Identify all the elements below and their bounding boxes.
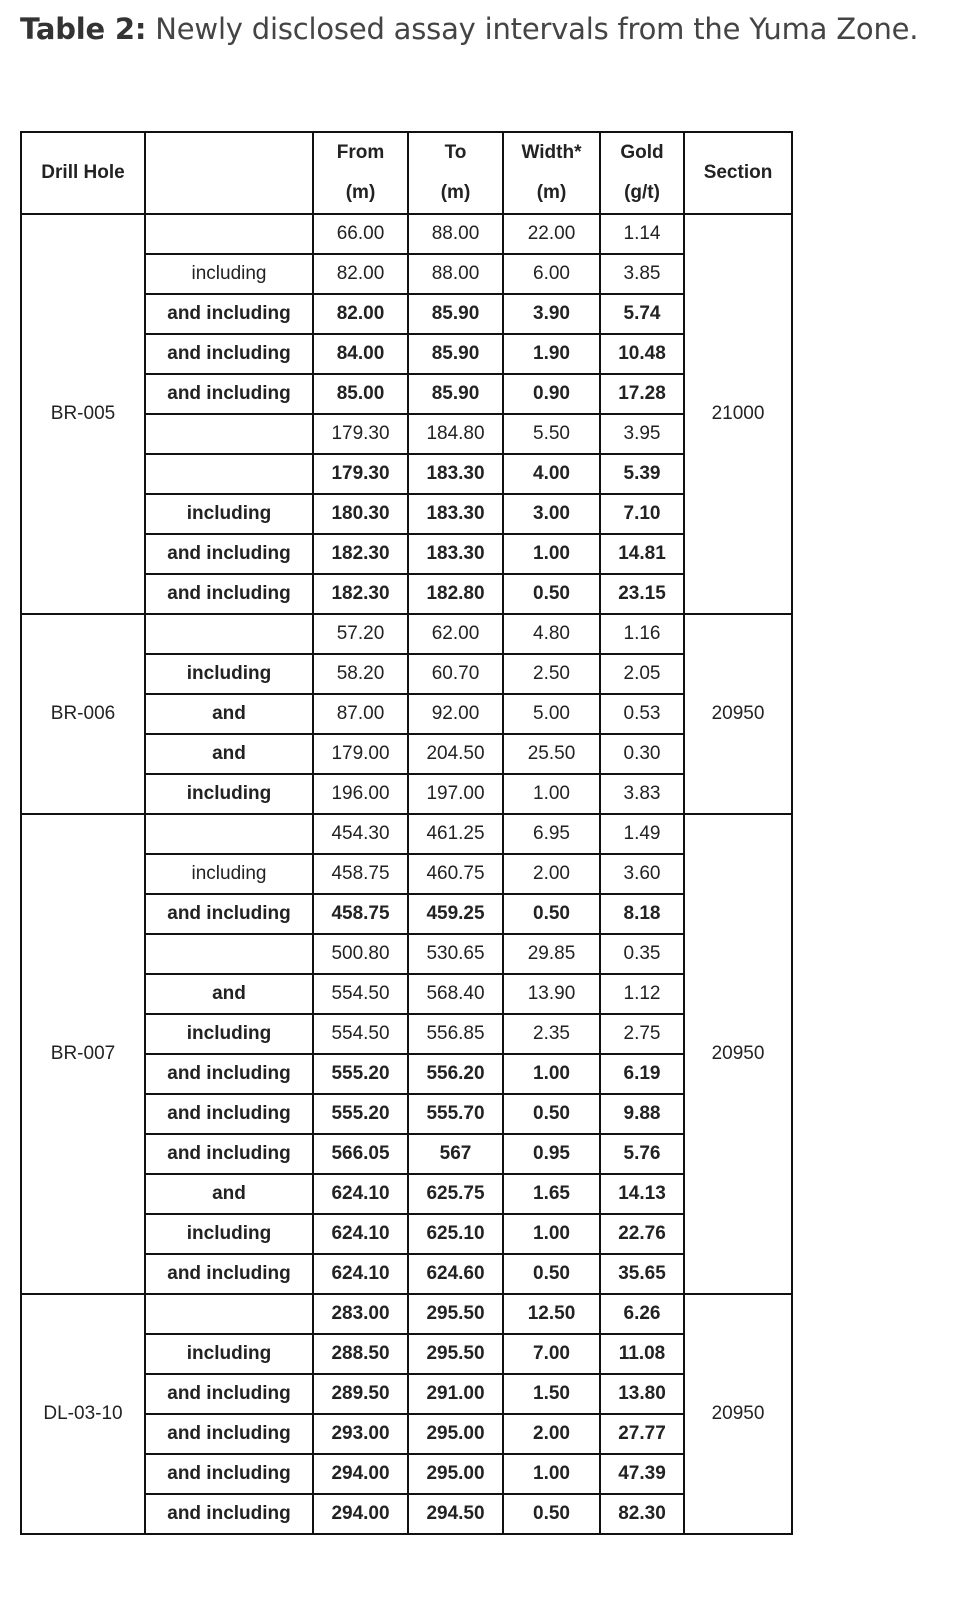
qualifier-cell: and including — [145, 574, 313, 614]
width-cell: 0.90 — [503, 374, 600, 414]
to-cell: 459.25 — [408, 894, 503, 934]
from-cell: 624.10 — [313, 1254, 408, 1294]
width-cell: 1.00 — [503, 534, 600, 574]
width-cell: 0.50 — [503, 1494, 600, 1534]
qualifier-cell: including — [145, 1214, 313, 1254]
from-cell: 554.50 — [313, 1014, 408, 1054]
from-cell: 58.20 — [313, 654, 408, 694]
qualifier-cell: and including — [145, 1374, 313, 1414]
to-cell: 183.30 — [408, 534, 503, 574]
to-cell: 85.90 — [408, 374, 503, 414]
width-cell: 1.00 — [503, 774, 600, 814]
gold-cell: 5.74 — [600, 294, 684, 334]
to-cell: 556.20 — [408, 1054, 503, 1094]
width-cell: 5.00 — [503, 694, 600, 734]
from-cell: 182.30 — [313, 574, 408, 614]
header-gold-unit: (g/t) — [624, 182, 660, 203]
from-cell: 624.10 — [313, 1174, 408, 1214]
width-cell: 3.90 — [503, 294, 600, 334]
table-row — [21, 214, 792, 254]
gold-cell: 23.15 — [600, 574, 684, 614]
width-cell: 13.90 — [503, 974, 600, 1014]
header-width — [503, 132, 600, 214]
to-cell: 530.65 — [408, 934, 503, 974]
gold-cell: 1.14 — [600, 214, 684, 254]
width-cell: 29.85 — [503, 934, 600, 974]
header-width-unit: (m) — [536, 182, 567, 203]
header-to-label: To — [444, 142, 467, 163]
section-cell: 21000 — [684, 214, 792, 614]
gold-cell: 2.05 — [600, 654, 684, 694]
gold-cell: 14.81 — [600, 534, 684, 574]
header-to — [408, 132, 503, 214]
from-cell: 85.00 — [313, 374, 408, 414]
gold-cell: 1.16 — [600, 614, 684, 654]
drill-hole-cell: BR-006 — [21, 614, 145, 814]
width-cell: 6.95 — [503, 814, 600, 854]
gold-cell: 14.13 — [600, 1174, 684, 1214]
to-cell: 460.75 — [408, 854, 503, 894]
to-cell: 88.00 — [408, 214, 503, 254]
width-cell: 1.00 — [503, 1214, 600, 1254]
from-cell: 82.00 — [313, 294, 408, 334]
gold-cell: 0.35 — [600, 934, 684, 974]
to-cell: 567 — [408, 1134, 503, 1174]
header-from — [313, 132, 408, 214]
gold-cell: 0.30 — [600, 734, 684, 774]
section-cell: 20950 — [684, 814, 792, 1294]
qualifier-cell: including — [145, 854, 313, 894]
from-cell: 458.75 — [313, 854, 408, 894]
qualifier-cell: and including — [145, 1454, 313, 1494]
gold-cell: 13.80 — [600, 1374, 684, 1414]
from-cell: 182.30 — [313, 534, 408, 574]
width-cell: 0.50 — [503, 1094, 600, 1134]
width-cell: 0.95 — [503, 1134, 600, 1174]
qualifier-cell: including — [145, 494, 313, 534]
width-cell: 25.50 — [503, 734, 600, 774]
header-gold — [600, 132, 684, 214]
qualifier-cell: and including — [145, 294, 313, 334]
gold-cell: 2.75 — [600, 1014, 684, 1054]
width-cell: 2.35 — [503, 1014, 600, 1054]
to-cell: 184.80 — [408, 414, 503, 454]
gold-cell: 9.88 — [600, 1094, 684, 1134]
section-cell: 20950 — [684, 614, 792, 814]
section-cell: 20950 — [684, 1294, 792, 1534]
gold-cell: 6.19 — [600, 1054, 684, 1094]
qualifier-cell: and including — [145, 374, 313, 414]
qualifier-cell — [145, 614, 313, 654]
qualifier-cell — [145, 454, 313, 494]
width-cell: 1.50 — [503, 1374, 600, 1414]
assay-table — [20, 131, 793, 1535]
width-cell: 5.50 — [503, 414, 600, 454]
from-cell: 288.50 — [313, 1334, 408, 1374]
table-row — [21, 614, 792, 654]
qualifier-cell: including — [145, 774, 313, 814]
width-cell: 12.50 — [503, 1294, 600, 1334]
gold-cell: 35.65 — [600, 1254, 684, 1294]
qualifier-cell: including — [145, 654, 313, 694]
width-cell: 6.00 — [503, 254, 600, 294]
gold-cell: 1.49 — [600, 814, 684, 854]
gold-cell: 5.39 — [600, 454, 684, 494]
to-cell: 85.90 — [408, 294, 503, 334]
to-cell: 295.00 — [408, 1414, 503, 1454]
from-cell: 196.00 — [313, 774, 408, 814]
header-row — [21, 132, 792, 214]
header-width-label: Width* — [521, 142, 582, 163]
qualifier-cell — [145, 414, 313, 454]
qualifier-cell: and including — [145, 334, 313, 374]
width-cell: 1.00 — [503, 1054, 600, 1094]
from-cell: 179.00 — [313, 734, 408, 774]
from-cell: 293.00 — [313, 1414, 408, 1454]
to-cell: 556.85 — [408, 1014, 503, 1054]
gold-cell: 10.48 — [600, 334, 684, 374]
to-cell: 625.75 — [408, 1174, 503, 1214]
gold-cell: 3.85 — [600, 254, 684, 294]
to-cell: 183.30 — [408, 494, 503, 534]
to-cell: 555.70 — [408, 1094, 503, 1134]
qualifier-cell: and including — [145, 1494, 313, 1534]
width-cell: 7.00 — [503, 1334, 600, 1374]
qualifier-cell: and — [145, 1174, 313, 1214]
from-cell: 179.30 — [313, 414, 408, 454]
from-cell: 454.30 — [313, 814, 408, 854]
width-cell: 22.00 — [503, 214, 600, 254]
to-cell: 291.00 — [408, 1374, 503, 1414]
to-cell: 295.50 — [408, 1294, 503, 1334]
gold-cell: 8.18 — [600, 894, 684, 934]
gold-cell: 11.08 — [600, 1334, 684, 1374]
to-cell: 92.00 — [408, 694, 503, 734]
qualifier-cell — [145, 214, 313, 254]
width-cell: 0.50 — [503, 894, 600, 934]
gold-cell: 3.95 — [600, 414, 684, 454]
width-cell: 2.50 — [503, 654, 600, 694]
to-cell: 204.50 — [408, 734, 503, 774]
gold-cell: 47.39 — [600, 1454, 684, 1494]
gold-cell: 82.30 — [600, 1494, 684, 1534]
gold-cell: 6.26 — [600, 1294, 684, 1334]
from-cell: 87.00 — [313, 694, 408, 734]
to-cell: 88.00 — [408, 254, 503, 294]
from-cell: 179.30 — [313, 454, 408, 494]
gold-cell: 7.10 — [600, 494, 684, 534]
caption-text: Newly disclosed assay intervals from the Yuma Zone. — [155, 12, 919, 46]
to-cell: 294.50 — [408, 1494, 503, 1534]
qualifier-cell: and — [145, 694, 313, 734]
width-cell: 2.00 — [503, 854, 600, 894]
from-cell: 458.75 — [313, 894, 408, 934]
width-cell: 0.50 — [503, 574, 600, 614]
width-cell: 4.80 — [503, 614, 600, 654]
from-cell: 82.00 — [313, 254, 408, 294]
from-cell: 624.10 — [313, 1214, 408, 1254]
gold-cell: 1.12 — [600, 974, 684, 1014]
width-cell: 0.50 — [503, 1254, 600, 1294]
header-qualifier — [145, 132, 313, 214]
from-cell: 555.20 — [313, 1094, 408, 1134]
width-cell: 2.00 — [503, 1414, 600, 1454]
from-cell: 500.80 — [313, 934, 408, 974]
from-cell: 555.20 — [313, 1054, 408, 1094]
qualifier-cell: and including — [145, 1054, 313, 1094]
qualifier-cell: and including — [145, 534, 313, 574]
qualifier-cell: and including — [145, 1134, 313, 1174]
table-row — [21, 1294, 792, 1334]
table-caption — [20, 12, 918, 46]
from-cell: 554.50 — [313, 974, 408, 1014]
qualifier-cell — [145, 1294, 313, 1334]
width-cell: 1.90 — [503, 334, 600, 374]
qualifier-cell — [145, 934, 313, 974]
qualifier-cell — [145, 814, 313, 854]
from-cell: 66.00 — [313, 214, 408, 254]
to-cell: 62.00 — [408, 614, 503, 654]
from-cell: 289.50 — [313, 1374, 408, 1414]
from-cell: 294.00 — [313, 1454, 408, 1494]
width-cell: 1.65 — [503, 1174, 600, 1214]
to-cell: 625.10 — [408, 1214, 503, 1254]
drill-hole-cell: BR-005 — [21, 214, 145, 614]
gold-cell: 0.53 — [600, 694, 684, 734]
qualifier-cell: including — [145, 1334, 313, 1374]
qualifier-cell: including — [145, 1014, 313, 1054]
to-cell: 295.50 — [408, 1334, 503, 1374]
from-cell: 57.20 — [313, 614, 408, 654]
to-cell: 197.00 — [408, 774, 503, 814]
header-from-unit: (m) — [345, 182, 376, 203]
from-cell: 566.05 — [313, 1134, 408, 1174]
gold-cell: 5.76 — [600, 1134, 684, 1174]
caption-label: Table 2: — [20, 12, 147, 46]
header-gold-label: Gold — [620, 142, 664, 163]
to-cell: 624.60 — [408, 1254, 503, 1294]
qualifier-cell: and including — [145, 1094, 313, 1134]
drill-hole-cell: DL-03-10 — [21, 1294, 145, 1534]
to-cell: 183.30 — [408, 454, 503, 494]
drill-hole-cell: BR-007 — [21, 814, 145, 1294]
qualifier-cell: and including — [145, 1254, 313, 1294]
gold-cell: 17.28 — [600, 374, 684, 414]
header-from-label: From — [336, 142, 385, 163]
from-cell: 180.30 — [313, 494, 408, 534]
from-cell: 294.00 — [313, 1494, 408, 1534]
to-cell: 568.40 — [408, 974, 503, 1014]
gold-cell: 3.60 — [600, 854, 684, 894]
gold-cell: 27.77 — [600, 1414, 684, 1454]
width-cell: 4.00 — [503, 454, 600, 494]
table-row — [21, 814, 792, 854]
qualifier-cell: and — [145, 974, 313, 1014]
header-drill-hole: Drill Hole — [21, 132, 145, 214]
from-cell: 84.00 — [313, 334, 408, 374]
header-section: Section — [684, 132, 792, 214]
qualifier-cell: including — [145, 254, 313, 294]
gold-cell: 3.83 — [600, 774, 684, 814]
to-cell: 60.70 — [408, 654, 503, 694]
assay-table-body — [21, 214, 792, 1534]
to-cell: 295.00 — [408, 1454, 503, 1494]
qualifier-cell: and including — [145, 894, 313, 934]
qualifier-cell: and including — [145, 1414, 313, 1454]
from-cell: 283.00 — [313, 1294, 408, 1334]
to-cell: 461.25 — [408, 814, 503, 854]
width-cell: 1.00 — [503, 1454, 600, 1494]
width-cell: 3.00 — [503, 494, 600, 534]
header-to-unit: (m) — [440, 182, 471, 203]
gold-cell: 22.76 — [600, 1214, 684, 1254]
to-cell: 182.80 — [408, 574, 503, 614]
qualifier-cell: and — [145, 734, 313, 774]
to-cell: 85.90 — [408, 334, 503, 374]
